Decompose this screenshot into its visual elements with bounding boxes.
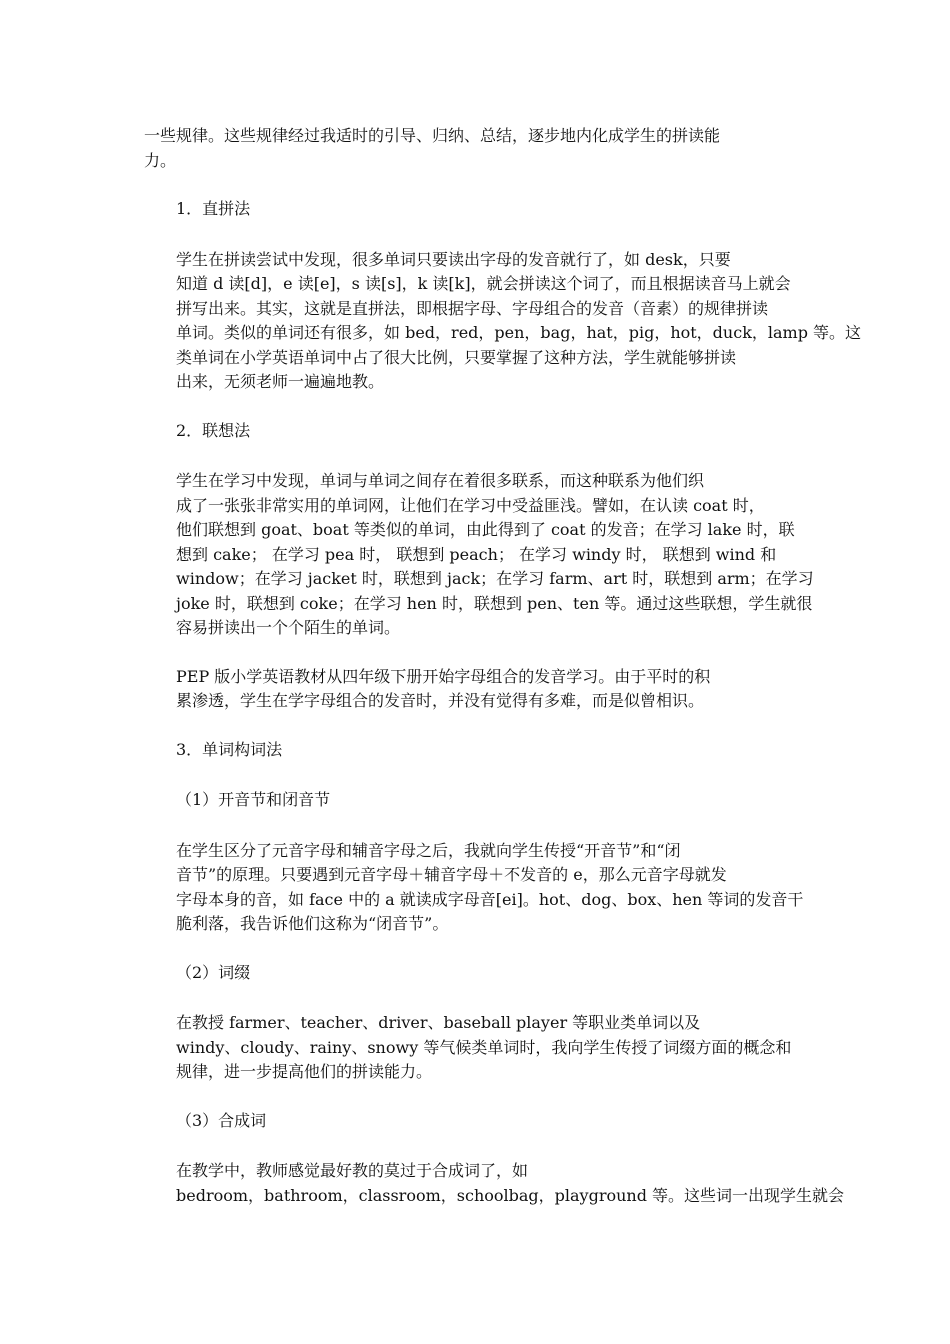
text-line: windy、cloudy、rainy、snowy 等气候类单词时，我向学生传授了词缀方面的概念和 bbox=[176, 1037, 792, 1057]
text-line: window；在学习 jacket 时，联想到 jack；在学习 farm、art 时，联想到 arm；在学习 bbox=[176, 569, 814, 588]
text-line: 力。 bbox=[144, 150, 177, 170]
paragraph bbox=[144, 1011, 808, 1085]
paragraph bbox=[144, 124, 808, 173]
text-line: 学生在拼读尝试中发现，很多单词只要读出字母的发音就行了，如 desk，只要 bbox=[176, 249, 731, 269]
section-heading: 3．单词构词法 bbox=[176, 739, 283, 759]
text-line: 想到 cake； 在学习 pea 时， 联想到 peach； 在学习 windy 时， 联想到 wind 和 bbox=[176, 544, 777, 564]
section-heading: （2）词缀 bbox=[176, 962, 251, 982]
text-line: 规律，进一步提高他们的拼读能力。 bbox=[176, 1062, 433, 1081]
section-heading: （1）开音节和闭音节 bbox=[176, 790, 331, 809]
text-line: 脆利落，我告诉他们这称为“闭音节”。 bbox=[176, 914, 449, 933]
text-line: 学生在学习中发现，单词与单词之间存在着很多联系，而这种联系为他们织 bbox=[176, 471, 705, 490]
text-line: 知道 d 读[d]，e 读[e]，s 读[s]，k 读[k]，就会拼读这个词了，而且根据读音马上就会 bbox=[176, 274, 791, 293]
text-line: 拼写出来。其实，这就是直拼法，即根据字母、字母组合的发音（音素）的规律拼读 bbox=[176, 298, 769, 318]
text-line: 音节”的原理。只要遇到元音字母＋辅音字母＋不发音的 e，那么元音字母就发 bbox=[176, 865, 727, 884]
section-heading: 1．直拼法 bbox=[176, 199, 251, 218]
text-line: 在教学中，教师感觉最好教的莫过于合成词了，如 bbox=[176, 1161, 529, 1180]
text-line: joke 时，联想到 coke；在学习 hen 时，联想到 pen、ten 等。通过这些联想，学生就很 bbox=[176, 593, 813, 613]
paragraph bbox=[144, 1159, 845, 1208]
text-line: 容易拼读出一个个陌生的单词。 bbox=[176, 618, 401, 637]
section-heading: 2．联想法 bbox=[176, 420, 251, 440]
text-line: 字母本身的音，如 face 中的 a 就读成字母音[ei]。hot、dog、box、hen 等词的发音干 bbox=[176, 889, 804, 909]
text-line: 累渗透，学生在学字母组合的发音时，并没有觉得有多难，而是似曾相识。 bbox=[176, 691, 705, 710]
text-line: 类单词在小学英语单词中占了很大比例，只要掌握了这种方法，学生就能够拼读 bbox=[176, 347, 737, 367]
paragraph bbox=[144, 839, 808, 937]
text-line: bedroom，bathroom，classroom，schoolbag，playground 等。这些词一出现学生就会 bbox=[176, 1185, 845, 1205]
text-line: 他们联想到 goat、boat 等类似的单词，由此得到了 coat 的发音；在学习 lake 时，联 bbox=[176, 520, 795, 539]
paragraph bbox=[144, 469, 814, 641]
text-line: 成了一张张非常实用的单词网，让他们在学习中受益匪浅。譬如，在认读 coat 时， bbox=[176, 495, 765, 515]
section-heading: （3）合成词 bbox=[176, 1110, 267, 1130]
paragraph bbox=[144, 248, 862, 395]
text-line: 出来，无须老师一遍遍地教。 bbox=[176, 372, 385, 391]
paragraph bbox=[144, 665, 808, 714]
document-page bbox=[144, 124, 862, 1232]
text-line: PEP 版小学英语教材从四年级下册开始字母组合的发音学习。由于平时的积 bbox=[176, 666, 711, 686]
text-line: 在教授 farmer、teacher、driver、baseball player 等职业类单词以及 bbox=[176, 1013, 701, 1032]
text-line: 一些规律。这些规律经过我适时的引导、归纳、总结，逐步地内化成学生的拼读能 bbox=[144, 126, 721, 145]
text-line: 在学生区分了元音字母和辅音字母之后，我就向学生传授“开音节”和“闭 bbox=[176, 840, 681, 860]
text-line: 单词。类似的单词还有很多，如 bed，red，pen，bag，hat，pig，hot，duck，lamp 等。这 bbox=[176, 323, 862, 342]
